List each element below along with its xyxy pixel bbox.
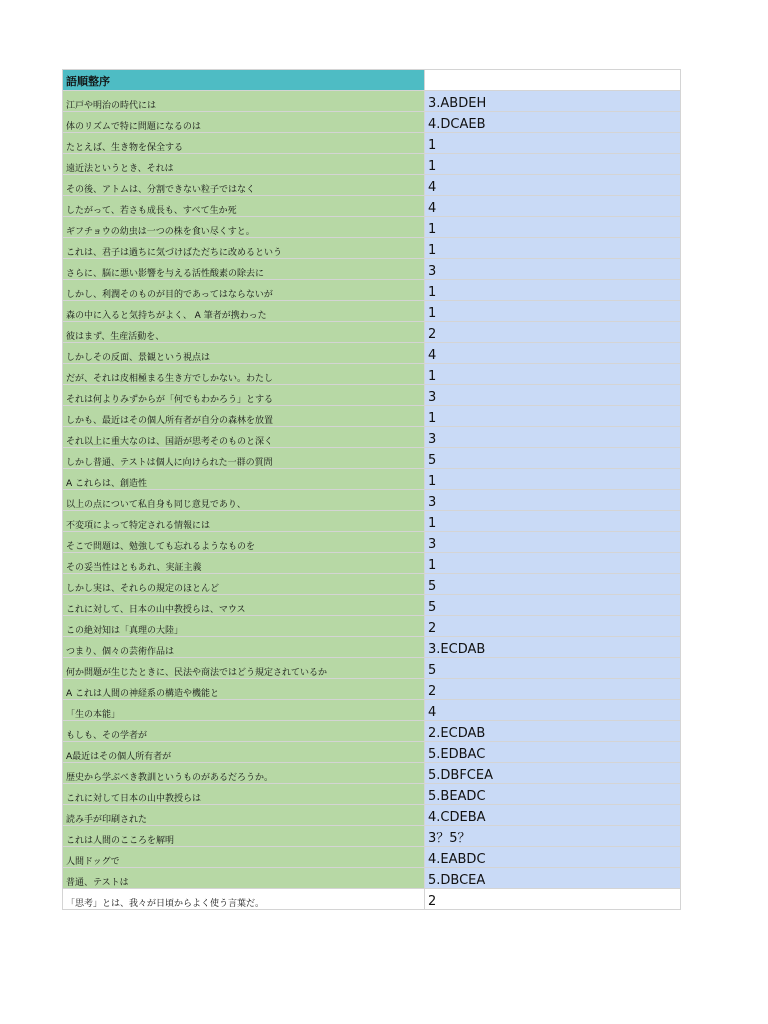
table-row	[63, 385, 681, 406]
answer-cell[interactable]: 3	[425, 532, 681, 553]
table-row	[63, 616, 681, 637]
answer-cell[interactable]: 4.DCAEB	[425, 112, 681, 133]
table-row	[63, 847, 681, 868]
answer-cell[interactable]: 5.DBFCEA	[425, 763, 681, 784]
answer-cell[interactable]: 2.ECDAB	[425, 721, 681, 742]
answer-cell[interactable]: 1	[425, 553, 681, 574]
answer-cell[interactable]: 5.BEADC	[425, 784, 681, 805]
header-title-cell[interactable]: 語順整序	[63, 70, 425, 91]
table-row	[63, 574, 681, 595]
answer-cell[interactable]: 4	[425, 175, 681, 196]
answer-cell[interactable]: 3？5？	[425, 826, 681, 847]
table-row	[63, 532, 681, 553]
header-value-cell[interactable]	[425, 70, 681, 91]
table-row	[63, 259, 681, 280]
answer-cell[interactable]: 1	[425, 133, 681, 154]
answer-cell[interactable]: 4.CDEBA	[425, 805, 681, 826]
question-cell[interactable]: 不変項によって特定される情報には	[63, 511, 425, 532]
answer-cell[interactable]: 2	[425, 616, 681, 637]
table-row	[63, 553, 681, 574]
question-cell[interactable]: 普通、テストは	[63, 868, 425, 889]
question-cell[interactable]: A これらは、創造性	[63, 469, 425, 490]
table-row	[63, 427, 681, 448]
table-row	[63, 805, 681, 826]
answer-cell[interactable]: 3	[425, 259, 681, 280]
answer-cell[interactable]: 5	[425, 574, 681, 595]
question-cell[interactable]: これに対して、日本の山中教授らは、マウス	[63, 595, 425, 616]
question-cell[interactable]: しかも、最近はその個人所有者が自分の森林を放置	[63, 406, 425, 427]
question-cell[interactable]: その妥当性はともあれ、実証主義	[63, 553, 425, 574]
answer-cell[interactable]: 5.EDBAC	[425, 742, 681, 763]
question-cell[interactable]: たとえば、生き物を保全する	[63, 133, 425, 154]
question-cell[interactable]: 「生の本能」	[63, 700, 425, 721]
answer-cell[interactable]: 1	[425, 154, 681, 175]
question-cell[interactable]: もしも、その学者が	[63, 721, 425, 742]
answer-cell[interactable]: 4	[425, 196, 681, 217]
question-cell[interactable]: それは何よりみずからが「何でもわかろう」とする	[63, 385, 425, 406]
answer-cell[interactable]: 1	[425, 301, 681, 322]
table-row	[63, 700, 681, 721]
question-cell[interactable]: 遠近法というとき、それは	[63, 154, 425, 175]
table-row	[63, 91, 681, 112]
question-cell[interactable]: これに対して日本の山中教授らは	[63, 784, 425, 805]
table-row	[63, 217, 681, 238]
answer-cell[interactable]: 3.ABDEH	[425, 91, 681, 112]
table-row	[63, 742, 681, 763]
answer-cell[interactable]: 1	[425, 406, 681, 427]
question-cell[interactable]: 歴史から学ぶべき教訓というものがあるだろうか。	[63, 763, 425, 784]
answer-cell[interactable]: 3.ECDAB	[425, 637, 681, 658]
question-cell[interactable]: この絶対知は「真理の大陸」	[63, 616, 425, 637]
table-row	[63, 154, 681, 175]
question-cell[interactable]: 森の中に入ると気持ちがよく、 A 筆者が携わった	[63, 301, 425, 322]
question-cell[interactable]: 体のリズムで特に問題になるのは	[63, 112, 425, 133]
answer-cell[interactable]: 4	[425, 343, 681, 364]
answer-cell[interactable]: 5	[425, 448, 681, 469]
answer-cell[interactable]: 1	[425, 511, 681, 532]
answer-cell[interactable]: 1	[425, 217, 681, 238]
question-cell[interactable]: だが、それは皮相極まる生き方でしかない。わたし	[63, 364, 425, 385]
answer-cell[interactable]: 3	[425, 427, 681, 448]
table-row	[63, 595, 681, 616]
answer-cell[interactable]: 2	[425, 679, 681, 700]
question-cell[interactable]: しかし実は、それらの規定のほとんど	[63, 574, 425, 595]
answer-cell[interactable]: 4	[425, 700, 681, 721]
table-row	[63, 637, 681, 658]
question-cell[interactable]: それ以上に重大なのは、国語が思考そのものと深く	[63, 427, 425, 448]
table-row	[63, 826, 681, 847]
answer-cell[interactable]: 1	[425, 280, 681, 301]
question-cell[interactable]: しかし普通、テストは個人に向けられた一群の質問	[63, 448, 425, 469]
table-row	[63, 301, 681, 322]
table-row	[63, 448, 681, 469]
answer-cell[interactable]: 3	[425, 385, 681, 406]
table-row	[63, 280, 681, 301]
table-row	[63, 679, 681, 700]
question-cell[interactable]: これは人間のこころを解明	[63, 826, 425, 847]
answer-cell[interactable]: 5.DBCEA	[425, 868, 681, 889]
answer-cell[interactable]: 5	[425, 658, 681, 679]
table-row	[63, 322, 681, 343]
question-cell[interactable]: 以上の点について私自身も同じ意見であり、	[63, 490, 425, 511]
table-row	[63, 490, 681, 511]
answer-cell[interactable]: 3	[425, 490, 681, 511]
question-cell[interactable]: その後、アトムは、分割できない粒子ではなく	[63, 175, 425, 196]
question-cell[interactable]: A最近はその個人所有者が	[63, 742, 425, 763]
table-row	[63, 511, 681, 532]
question-cell[interactable]: これは、君子は過ちに気づけばただちに改めるという	[63, 238, 425, 259]
answer-cell[interactable]: 4.EABDC	[425, 847, 681, 868]
answer-cell[interactable]: 1	[425, 238, 681, 259]
table-row	[63, 889, 681, 910]
table-row	[63, 196, 681, 217]
table-row	[63, 238, 681, 259]
answer-cell[interactable]: 1	[425, 364, 681, 385]
question-cell[interactable]: さらに、脳に悪い影響を与える活性酸素の除去に	[63, 259, 425, 280]
question-cell[interactable]: 何か問題が生じたときに、民法や商法ではどう規定されているか	[63, 658, 425, 679]
answer-cell[interactable]: 1	[425, 469, 681, 490]
question-cell[interactable]: つまり、個々の芸術作品は	[63, 637, 425, 658]
question-cell[interactable]: 江戸や明治の時代には	[63, 91, 425, 112]
question-cell[interactable]: 「思考」とは、我々が日頃からよく使う言葉だ。	[63, 889, 425, 910]
question-cell[interactable]: しかし、利潤そのものが目的であってはならないが	[63, 280, 425, 301]
table-row	[63, 763, 681, 784]
table-row	[63, 112, 681, 133]
question-cell[interactable]: しかしその反面、景観という視点は	[63, 343, 425, 364]
table-row	[63, 868, 681, 889]
question-cell[interactable]: したがって、若さも成長も、すべて生か死	[63, 196, 425, 217]
table-row	[63, 469, 681, 490]
table-row	[63, 784, 681, 805]
question-cell[interactable]: 読み手が印刷された	[63, 805, 425, 826]
answer-cell[interactable]: 2	[425, 322, 681, 343]
question-cell[interactable]: そこで問題は、勉強しても忘れるようなものを	[63, 532, 425, 553]
table-row	[63, 406, 681, 427]
question-cell[interactable]: A これは人間の神経系の構造や機能と	[63, 679, 425, 700]
sheet-body	[63, 70, 681, 910]
table-row	[63, 175, 681, 196]
table-row	[63, 133, 681, 154]
table-row	[63, 658, 681, 679]
table-row	[63, 721, 681, 742]
question-cell[interactable]: 人間ドッグで	[63, 847, 425, 868]
answer-sheet-table	[62, 69, 681, 910]
question-cell[interactable]: ギフチョウの幼虫は一つの株を食い尽くすと。	[63, 217, 425, 238]
answer-cell[interactable]: 5	[425, 595, 681, 616]
header-row	[63, 70, 681, 91]
question-cell[interactable]: 彼はまず、生産活動を、	[63, 322, 425, 343]
answer-cell[interactable]: 2	[425, 889, 681, 910]
table-row	[63, 364, 681, 385]
table-row	[63, 343, 681, 364]
